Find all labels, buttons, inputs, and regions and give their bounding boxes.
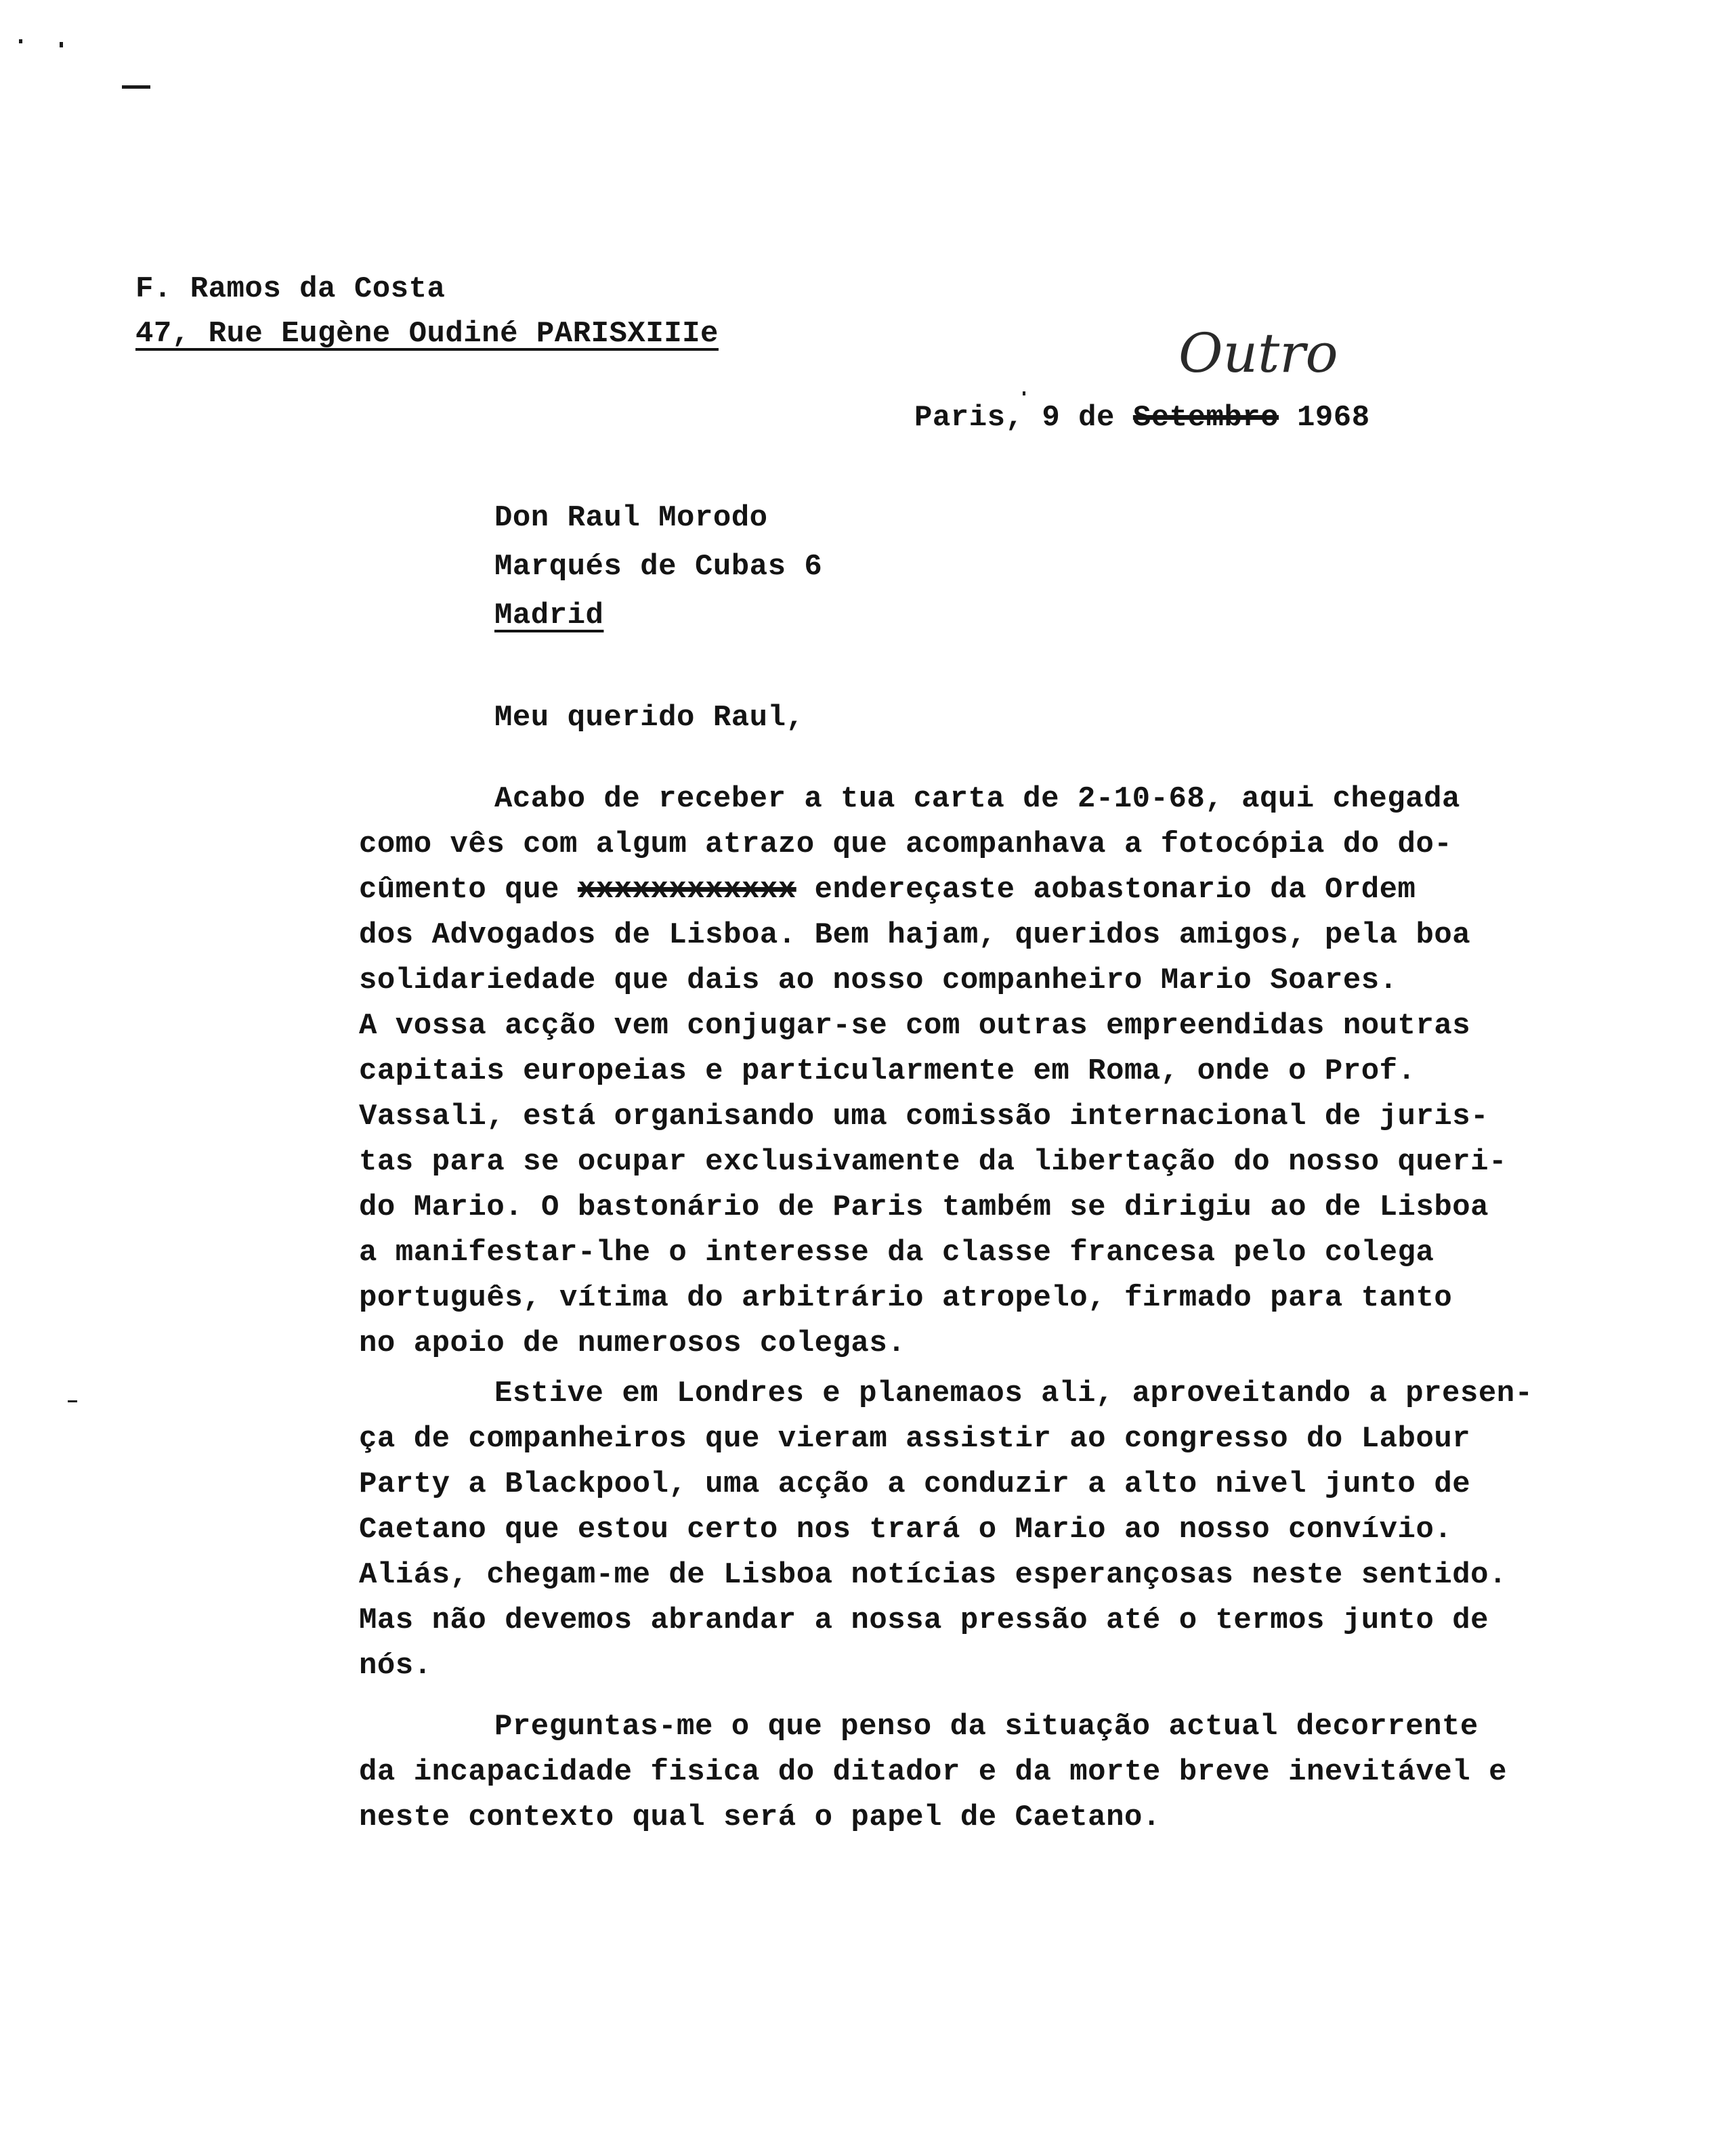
- scan-speck: [19, 39, 22, 43]
- date-year: 1968: [1279, 401, 1370, 435]
- paragraph-1-line-11: a manifestar-lhe o interesse da classe francesa pelo colega: [359, 1236, 1434, 1270]
- paragraph-1-line-5: solidariedade que dais ao nosso companheiro Mario Soares.: [359, 964, 1398, 997]
- date-line: [914, 394, 1370, 441]
- date-prefix: Paris, 9 de: [914, 401, 1133, 435]
- handwritten-date-correction: Outro: [1178, 322, 1338, 385]
- margin-speck: [1023, 391, 1025, 395]
- paragraph-2-line-1: Estive em Londres e planemaos ali, aproveitando a presen-: [494, 1377, 1533, 1410]
- margin-speck: [68, 1400, 77, 1402]
- paragraph-2-line-3: Party a Blackpool, uma acção a conduzir a alto nivel junto de: [359, 1467, 1471, 1501]
- recipient-city: Madrid: [494, 599, 604, 632]
- line-3-rest: endereçaste aobastonario da Ordem: [796, 873, 1416, 907]
- scan-speck: [60, 42, 63, 47]
- paragraph-1-line-2: como vês com algum atrazo que acompanhava a fotocópia do do-: [359, 827, 1453, 861]
- paragraph-3-line-2: da incapacidade fisica do ditador e da morte breve inevitável e: [359, 1755, 1507, 1789]
- paragraph-1-line-13: no apoio de numerosos colegas.: [359, 1327, 906, 1360]
- paragraph-2-line-7: nós.: [359, 1649, 432, 1683]
- paragraph-2-line-5: Aliás, chegam-me de Lisboa notícias esperançosas neste sentido.: [359, 1558, 1507, 1592]
- sender-name: F. Ramos da Costa: [135, 272, 446, 306]
- paragraph-1-line-1: Acabo de receber a tua carta de 2-10-68, aqui chegada: [494, 782, 1460, 816]
- paragraph-1-line-8: Vassali, está organisando uma comissão internacional de juris-: [359, 1100, 1489, 1134]
- paragraph-1-line-12: português, vítima do arbitrário atropelo, firmado para tanto: [359, 1281, 1453, 1315]
- paragraph-1-line-9: tas para se ocupar exclusivamente da libertação do nosso queri-: [359, 1145, 1507, 1179]
- paragraph-2-line-4: Caetano que estou certo nos trará o Mario ao nosso convívio.: [359, 1513, 1453, 1547]
- paragraph-3-line-3: neste contexto qual será o papel de Caetano.: [359, 1801, 1161, 1834]
- paragraph-3-line-1: Preguntas-me o que penso da situação actual decorrente: [494, 1710, 1479, 1744]
- sender-address: 47, Rue Eugène Oudiné PARISXIIIe: [135, 317, 719, 351]
- scan-speck: [122, 85, 150, 89]
- struck-month: Setembro: [1132, 401, 1279, 435]
- recipient-street: Marqués de Cubas 6: [494, 550, 823, 584]
- recipient-name: Don Raul Morodo: [494, 501, 768, 535]
- paragraph-2-line-2: ça de companheiros que vieram assistir ao congresso do Labour: [359, 1422, 1471, 1456]
- line-3-start: cûmento que: [359, 873, 578, 907]
- salutation: Meu querido Raul,: [494, 701, 805, 735]
- paragraph-2-line-6: Mas não devemos abrandar a nossa pressão até o termos junto de: [359, 1603, 1489, 1637]
- paragraph-1-line-10: do Mario. O bastonário de Paris também se dirigiu ao de Lisboa: [359, 1190, 1489, 1224]
- paragraph-1-line-6: A vossa acção vem conjugar-se com outras empreendidas noutras: [359, 1009, 1471, 1043]
- paragraph-1-line-7: capitais europeias e particularmente em Roma, onde o Prof.: [359, 1054, 1416, 1088]
- paragraph-1-line-4: dos Advogados de Lisboa. Bem hajam, queridos amigos, pela boa: [359, 918, 1471, 952]
- paragraph-1-line-3: [359, 866, 1416, 913]
- struck-text: xxxxxxxxxxxx: [577, 873, 796, 907]
